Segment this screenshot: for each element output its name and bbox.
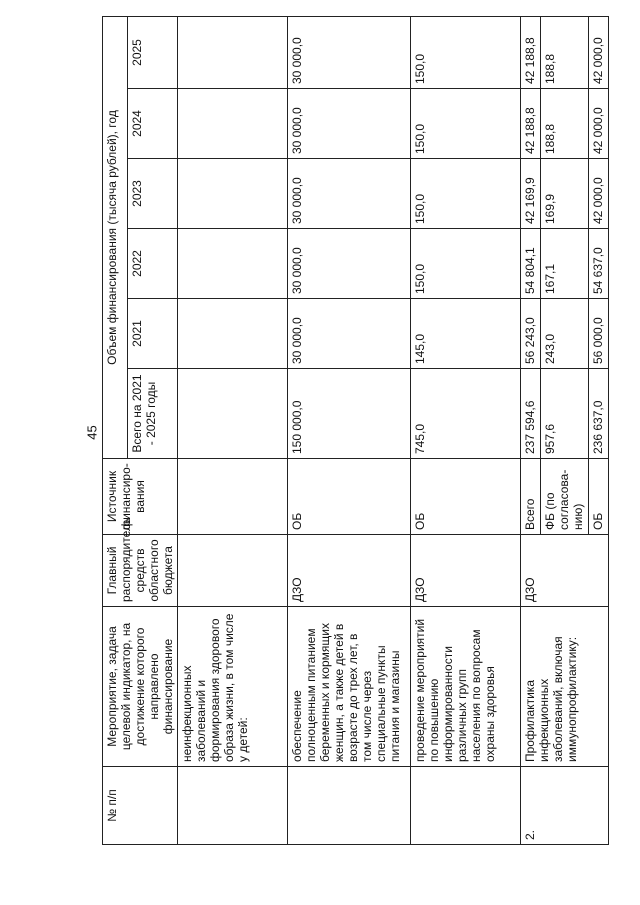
cell-2022: 30 000,0 <box>288 229 411 299</box>
cell-no <box>411 767 521 845</box>
cell-total: 236 637,0 <box>589 369 609 459</box>
cell-2024 <box>178 89 288 159</box>
col-header-volume: Объем финансирования (тысяча рублей), год <box>103 16 128 458</box>
cell-2021: 30 000,0 <box>288 299 411 369</box>
cell-total: 745,0 <box>411 369 521 459</box>
col-header-year-2024: 2024 <box>128 89 178 159</box>
cell-no: 2. <box>521 767 609 845</box>
cell-measure: Профилактика инфекционных заболеваний, включая иммунопрофилактику: <box>521 607 609 767</box>
col-header-total: Всего на 2021 - 2025 годы <box>128 369 178 459</box>
cell-2025: 42 188,8 <box>521 16 541 88</box>
cell-2025: 150,0 <box>411 16 521 88</box>
cell-2023: 150,0 <box>411 159 521 229</box>
cell-2022: 54 637,0 <box>589 229 609 299</box>
table-row <box>288 16 411 844</box>
cell-source: Всего <box>521 459 541 535</box>
col-header-no: № п/п <box>103 767 178 845</box>
col-header-measure: Мероприятие, задача целевой индикатор, на достижение которого направлено финансирование <box>103 607 178 767</box>
col-header-year-2023: 2023 <box>128 159 178 229</box>
col-header-admin: Главный распорядитель средств областного бюджета <box>103 535 178 607</box>
cell-total: 957,6 <box>541 369 589 459</box>
cell-2023: 169,9 <box>541 159 589 229</box>
col-header-year-2022: 2022 <box>128 229 178 299</box>
cell-measure: обеспечение полноценным питанием беременных и кормящих женщин, а также детей в возрасте до трех лет, в том числе через специальные пункты питания и магазины <box>288 607 411 767</box>
cell-2023: 42 000,0 <box>589 159 609 229</box>
cell-source: ОБ <box>288 459 411 535</box>
cell-measure: проведение мероприятий по повышению информированности различных групп населения по вопросам охраны здоровья <box>411 607 521 767</box>
cell-2023 <box>178 159 288 229</box>
cell-total: 150 000,0 <box>288 369 411 459</box>
cell-source <box>178 459 288 535</box>
table-row <box>411 16 521 844</box>
cell-2023: 30 000,0 <box>288 159 411 229</box>
col-header-year-2025: 2025 <box>128 16 178 88</box>
cell-2022: 150,0 <box>411 229 521 299</box>
table-row <box>521 16 541 844</box>
col-header-source: Источник финансиро-вания <box>103 459 178 535</box>
cell-2021: 145,0 <box>411 299 521 369</box>
cell-2022: 167,1 <box>541 229 589 299</box>
cell-2024: 188,8 <box>541 89 589 159</box>
financing-table <box>102 16 609 845</box>
cell-2023: 42 169,9 <box>521 159 541 229</box>
cell-2024: 150,0 <box>411 89 521 159</box>
cell-2024: 42 188,8 <box>521 89 541 159</box>
cell-admin <box>178 535 288 607</box>
header-row-top <box>103 16 128 844</box>
cell-2021: 56 243,0 <box>521 299 541 369</box>
cell-source: ОБ <box>411 459 521 535</box>
cell-2021 <box>178 299 288 369</box>
cell-2024: 30 000,0 <box>288 89 411 159</box>
cell-admin: ДЗО <box>288 535 411 607</box>
page-number: 45 <box>84 425 100 440</box>
cell-2021: 243,0 <box>541 299 589 369</box>
cell-no <box>178 767 288 845</box>
cell-total: 237 594,6 <box>521 369 541 459</box>
cell-2025: 30 000,0 <box>288 16 411 88</box>
cell-2025: 42 000,0 <box>589 16 609 88</box>
cell-source: ОБ <box>589 459 609 535</box>
cell-admin: ДЗО <box>521 535 609 607</box>
cell-2022 <box>178 229 288 299</box>
table-row <box>178 16 288 844</box>
col-header-year-2021: 2021 <box>128 299 178 369</box>
cell-measure: неинфекционных заболеваний и формирования здорового образа жизни, в том числе у детей: <box>178 607 288 767</box>
cell-no <box>288 767 411 845</box>
cell-2021: 56 000,0 <box>589 299 609 369</box>
cell-2022: 54 804,1 <box>521 229 541 299</box>
cell-source: ФБ (по согласова-нию) <box>541 459 589 535</box>
cell-admin: ДЗО <box>411 535 521 607</box>
rotated-table-wrapper <box>102 17 605 845</box>
cell-2025: 188,8 <box>541 16 589 88</box>
cell-2024: 42 000,0 <box>589 89 609 159</box>
cell-total <box>178 369 288 459</box>
cell-2025 <box>178 16 288 88</box>
